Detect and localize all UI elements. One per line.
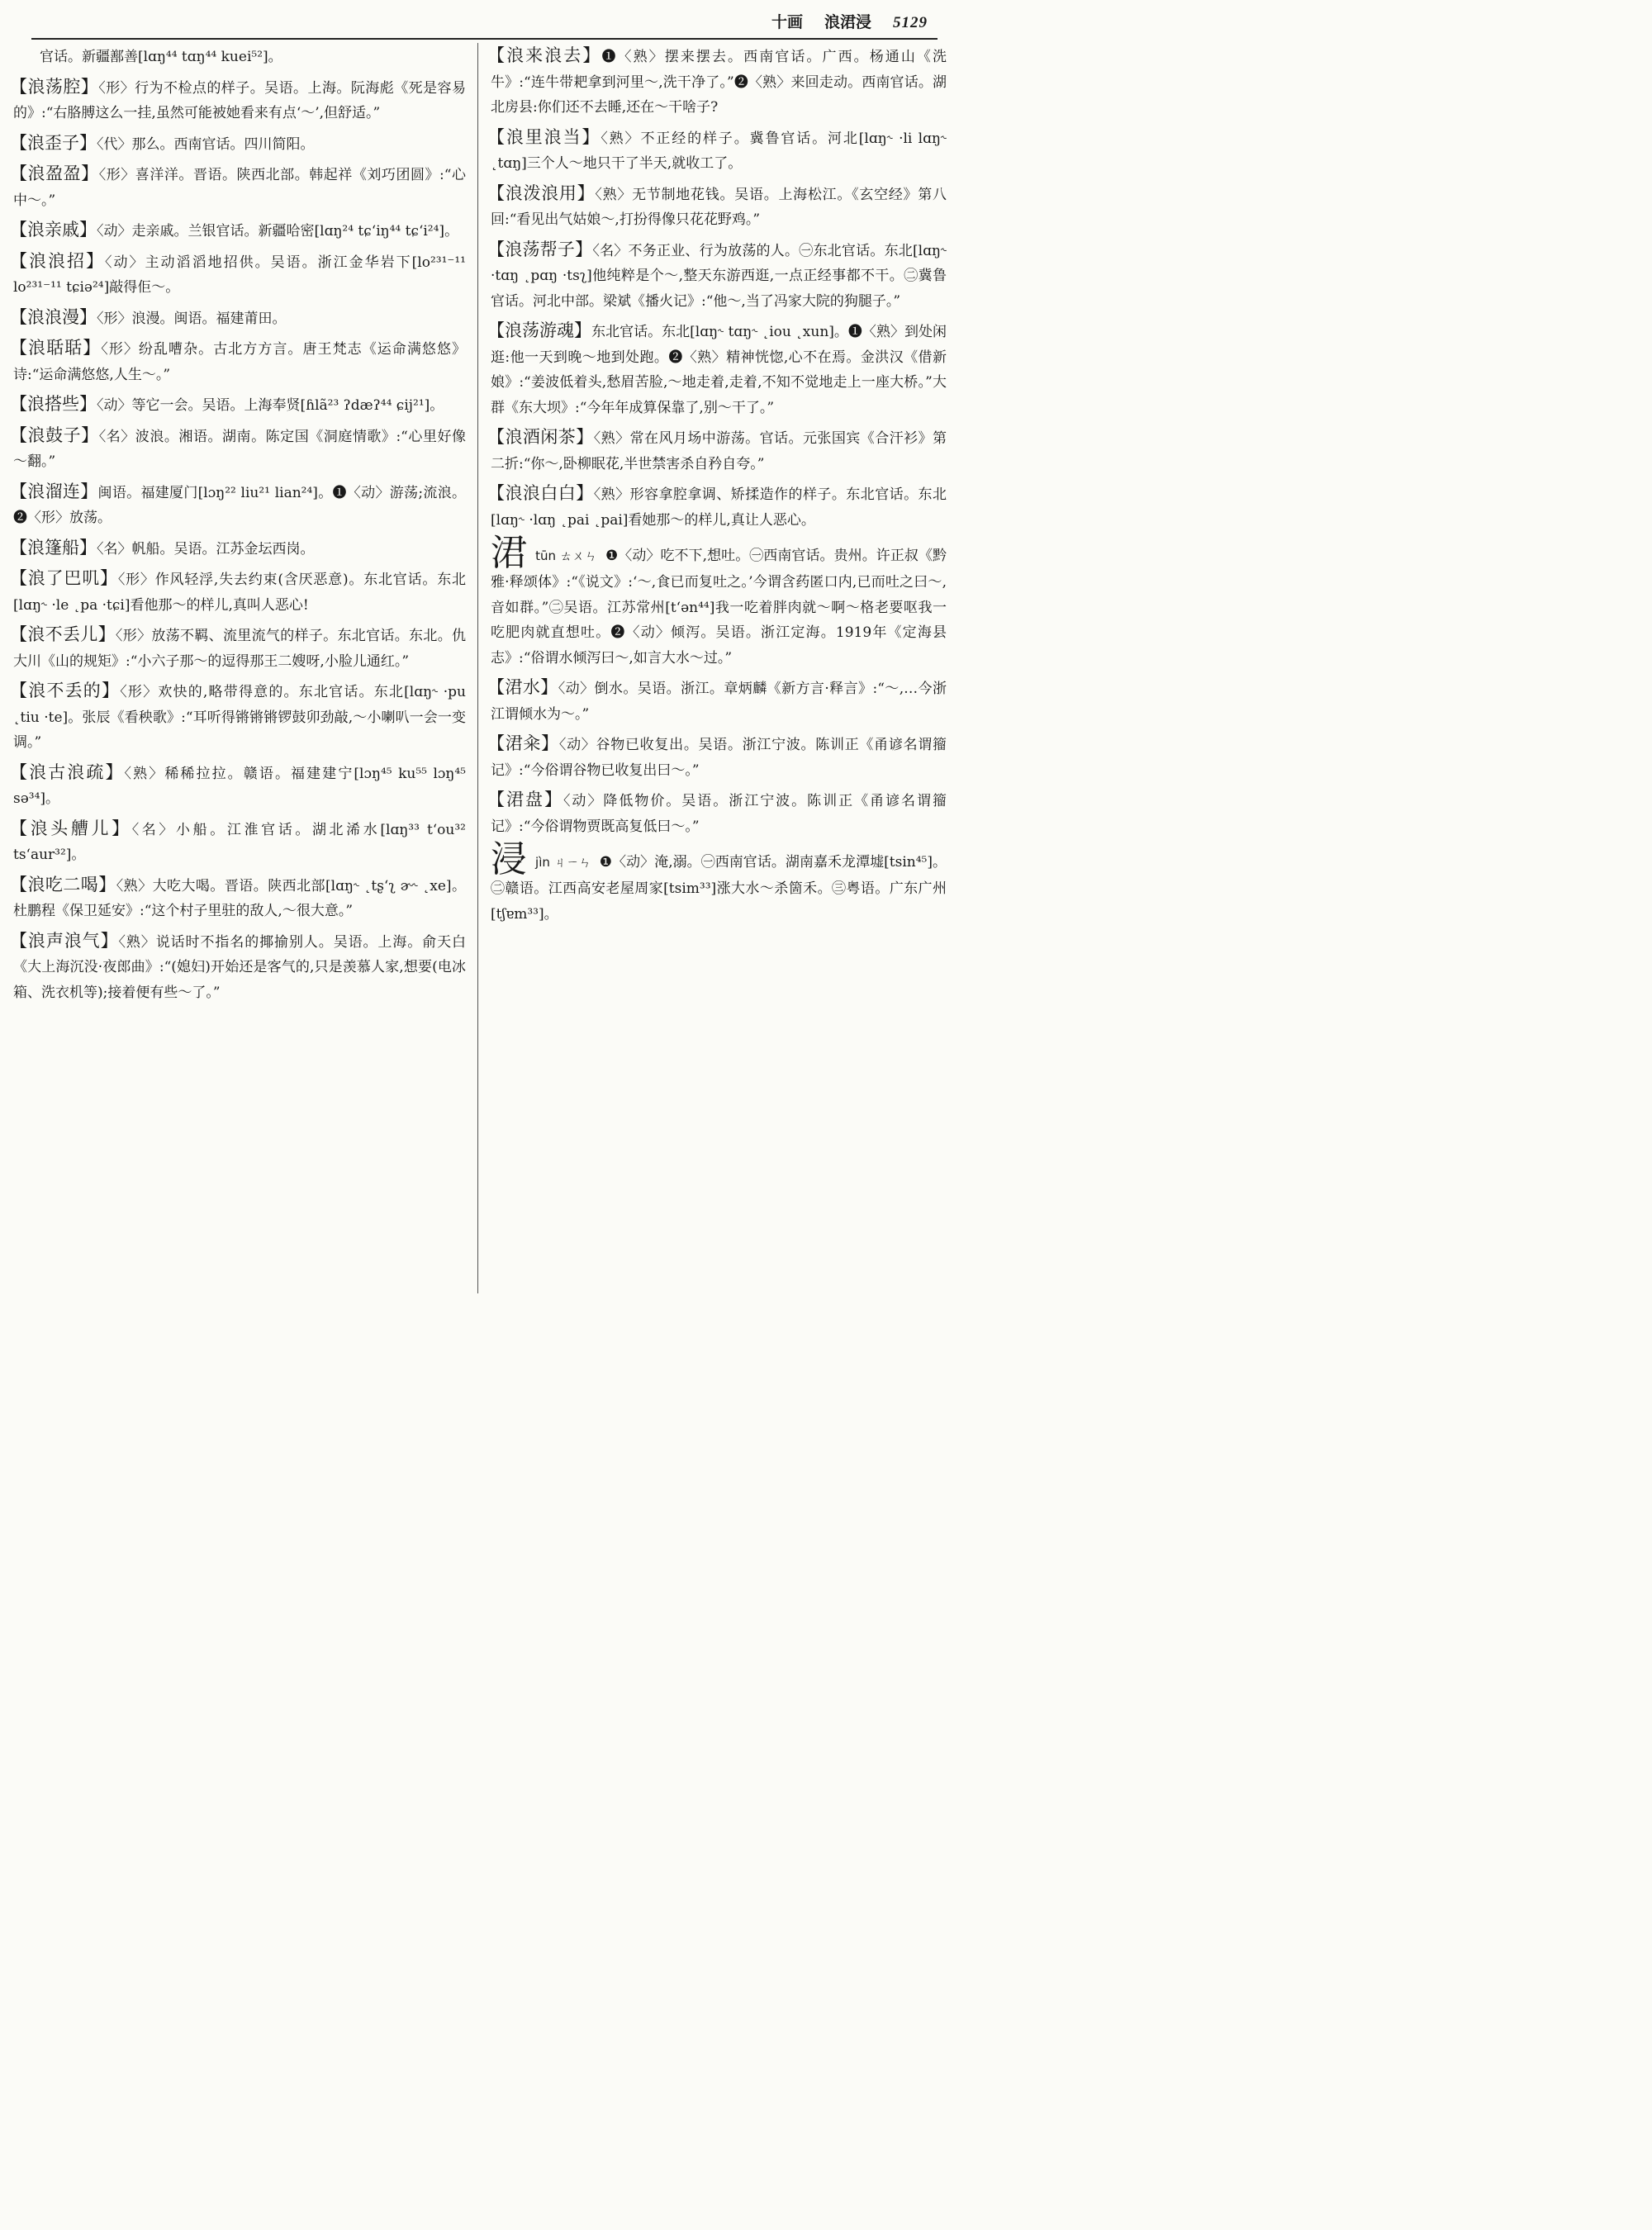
headword: 【浪鼓子】 xyxy=(10,425,99,445)
entry-text: 〈代〉那么。西南官话。四川简阳。 xyxy=(97,135,315,153)
entry xyxy=(10,760,466,812)
entry-text: 〈名〉帆船。吴语。江苏金坛西岗。 xyxy=(97,540,315,558)
entry xyxy=(10,391,466,419)
entry xyxy=(10,217,466,244)
headword: 【浪搭些】 xyxy=(10,394,97,414)
entry xyxy=(10,423,467,475)
right-column xyxy=(487,43,947,931)
headword: 【浪盈盈】 xyxy=(10,164,99,183)
head-character: 涒 xyxy=(491,532,528,574)
entry-text: 东北官话。东北[lɑŋ˞ tɑŋ˞ ˛iou ˛xun]。❶〈熟〉到处闲逛:他一天到晚～地到处跑。❷〈熟〉精神恍惚,心不在焉。金洪汉《借新娘》:“姜波低着头,愁眉苦脸,～地走着,走着,不知不觉地走上一座大桥。”大群《东大坝》:“今年年成算保靠了,别～干了。” xyxy=(491,324,947,416)
entry-text: 〈熟〉常在风月场中游荡。官话。元张国宾《合汗衫》第二折:“你～,卧柳眠花,半世禁害杀自矜自夸。” xyxy=(491,430,947,472)
entry-text: 〈名〉波浪。湘语。湖南。陈定国《洞庭情歌》:“心里好像～翻。” xyxy=(13,428,467,470)
entry xyxy=(10,74,466,126)
entry-text: 〈形〉作风轻浮,失去约束(含厌恶意)。东北官话。东北[lɑŋ˞ ·le ˛pa ·tɕi]看他那～的样儿,真叫人恶心! xyxy=(13,572,467,614)
headword: 【浪浪漫】 xyxy=(10,306,97,327)
entry-text: ❶〈动〉淹,溺。㊀西南官话。湖南嘉禾龙潭墟[tsin⁴⁵]。㊁赣语。江西高安老屋周家[tsim³³]涨大水～杀箇禾。㊂粤语。广东广州[tʃɐm³³]。 xyxy=(491,854,947,923)
dictionary-page xyxy=(0,0,961,1300)
pronunciation: tūn ㄊㄨㄣ xyxy=(535,548,597,563)
headword: 【浪不丢的】 xyxy=(10,681,121,700)
entry-text: 〈动〉谷物已收复出。吴语。浙江宁波。陈训正《甬谚名谓籀记》:“今俗谓谷物已收复出曰～。” xyxy=(491,737,947,779)
entry xyxy=(487,237,947,315)
entry xyxy=(10,678,466,756)
entry xyxy=(10,535,466,562)
headword: 【浪浪招】 xyxy=(10,250,106,271)
page-header xyxy=(771,10,928,32)
entry xyxy=(10,479,466,531)
entry xyxy=(10,622,467,674)
entry-text: 〈动〉走亲戚。兰银官话。新疆哈密[lɑŋ²⁴ tɕʻiŋ⁴⁴ tɕʻi²⁴]。 xyxy=(97,223,459,240)
entry-text: 〈名〉不务正业、行为放荡的人。㊀东北官话。东北[lɑŋ˞ ·tɑŋ ˛pɑŋ ·tsʅ]他纯粹是个～,整天东游西逛,一点正经事都不干。㊁冀鲁官话。河北中部。梁斌《播火记》:“他～,当了冯家大院的狗腿子。” xyxy=(491,242,947,310)
entry-text: 〈熟〉稀稀拉拉。赣语。福建建宁[lɔŋ⁴⁵ ku⁵⁵ lɔŋ⁴⁵ sə³⁴]。 xyxy=(13,765,466,807)
headword: 【浪古浪疏】 xyxy=(10,762,125,782)
headword: 【浪聒聒】 xyxy=(10,338,102,358)
entry-text: 〈形〉浪漫。闽语。福建莆田。 xyxy=(97,310,287,327)
headword: 【浪酒闲茶】 xyxy=(487,427,594,447)
entry-text: 〈形〉放荡不羁、流里流气的样子。东北官话。东北。仇大川《山的规矩》:“小六子那～的逗得那王二嫂呀,小脸儿通红。” xyxy=(13,628,467,670)
page-number: 5129 xyxy=(893,14,928,31)
entry xyxy=(487,43,947,121)
entry xyxy=(10,816,466,868)
header-chars: 浪涒浸 xyxy=(824,13,871,31)
headword: 【浪歪子】 xyxy=(10,132,97,153)
entry xyxy=(487,125,947,177)
headword: 【浪头艚儿】 xyxy=(10,818,132,838)
entry xyxy=(10,872,466,924)
entry-text: 〈形〉行为不检点的样子。吴语。上海。阮海彪《死是容易的》:“右胳膊这么一挂,虽然可能被她看来有点‘～’,但舒适。” xyxy=(13,79,466,121)
headword: 【浪溜连】 xyxy=(10,481,98,501)
entry-text: 〈熟〉说话时不指名的揶揄别人。吴语。上海。俞天白《大上海沉没·夜郎曲》:“(媳妇)开始还是客气的,只是羡慕人家,想要(电冰箱、洗衣机等);接着便有些～了。” xyxy=(13,933,467,1001)
headword: 【浪里浪当】 xyxy=(487,126,601,147)
entry-text: 闽语。福建厦门[lɔŋ²² liu²¹ lian²⁴]。❶〈动〉游荡;流浪。❷〈形〉放荡。 xyxy=(13,484,466,526)
entry xyxy=(487,425,947,477)
headword: 【浪了巴叽】 xyxy=(10,568,118,588)
headword: 【浪荡游魂】 xyxy=(487,320,592,340)
headword: 【涒籴】 xyxy=(487,733,559,753)
headword: 【浪声浪气】 xyxy=(10,930,119,951)
headword: 【浪亲戚】 xyxy=(10,220,97,240)
entry-text: ❶〈动〉吃不下,想吐。㊀西南官话。贵州。许正叔《黔雅·释颂体》:“《说文》:‘～,食已而复吐之。’今谓含药匿口内,已而吐之曰～,音如群。”㊁吴语。江苏常州[tʻən⁴⁴]我一吃着胖肉就～啊～格老要呕我一吃肥肉就直想吐。❷〈动〉倾泻。吴语。浙江定海。1919年《定海县志》:“俗谓水倾泻曰～,如言大水～过。” xyxy=(491,548,947,667)
headword: 【浪吃二喝】 xyxy=(10,874,116,894)
headword: 【浪荡腔】 xyxy=(10,76,99,97)
headword: 【浪篷船】 xyxy=(10,537,97,558)
entry xyxy=(10,335,467,387)
headword: 【浪不丢儿】 xyxy=(10,624,116,644)
entry xyxy=(10,161,467,213)
header-rule xyxy=(31,38,938,40)
entry xyxy=(10,566,467,618)
entry xyxy=(487,318,947,420)
entry-text: 〈动〉降低物价。吴语。浙江宁波。陈训正《甬谚名谓籀记》:“今俗谓物贾既高复低曰～。” xyxy=(491,793,947,835)
headword: 【涒水】 xyxy=(487,677,558,697)
entry-text: 〈熟〉大吃大喝。晋语。陕西北部[lɑŋ˞ ˛tʂʻʅ ɚ˞ ˛xe]。杜鹏程《保卫延安》:“这个村子里驻的敌人,～很大意。” xyxy=(13,877,466,919)
entry-text: 〈动〉倒水。吴语。浙江。章炳麟《新方言·释言》:“～,…今浙江谓倾水为～。” xyxy=(491,681,947,723)
entry xyxy=(487,787,947,839)
entry xyxy=(10,305,466,332)
entry-text: 〈动〉主动滔滔地招供。吴语。浙江金华岩下[lo²³¹⁻¹¹ lo²³¹⁻¹¹ tɕiə²⁴]敲得佢～。 xyxy=(13,254,466,296)
left-column xyxy=(10,43,467,1009)
entry-text: ❶〈熟〉摆来摆去。西南官话。广西。杨通山《洗牛》:“连牛带耙拿到河里～,洗干净了。”❷〈熟〉来回走动。西南官话。湖北房县:你们还不去睡,还在～干啥子? xyxy=(491,49,947,116)
entry xyxy=(10,130,466,158)
headword: 【浪荡帮子】 xyxy=(487,239,593,259)
headword: 【浪泼浪用】 xyxy=(487,183,596,203)
entry-text: 〈熟〉无节制地花钱。吴语。上海松江。《玄空经》第八回:“看见出气姑娘～,打扮得像只花花野鸡。” xyxy=(491,186,947,228)
entry xyxy=(13,43,466,70)
character-entry xyxy=(491,532,947,671)
entry xyxy=(487,181,947,233)
head-character: 浸 xyxy=(491,838,528,880)
headword: 【浪来浪去】 xyxy=(487,45,602,65)
entry-text: 〈名〉小船。江淮官话。湖北浠水[lɑŋ³³ tʻou³² tsʻaur³²]。 xyxy=(13,821,466,863)
entry-text: 〈形〉欢快的,略带得意的。东北官话。东北[lɑŋ˞ ·pu ˛tiu ·te]。张辰《看秧歌》:“耳听得锵锵锵锣鼓卯劲敲,～小喇叭一会一变调。” xyxy=(13,684,466,751)
entry-text: 官话。新疆鄯善[lɑŋ⁴⁴ tɑŋ⁴⁴ kuei⁵²]。 xyxy=(40,49,282,65)
entry xyxy=(10,249,466,301)
column-divider xyxy=(477,43,478,1293)
headword: 【涒盘】 xyxy=(487,790,563,809)
entry-text: 〈熟〉不正经的样子。冀鲁官话。河北[lɑŋ˞ ·li lɑŋ˞ ˛tɑŋ]三个人～地只干了半天,就收工了。 xyxy=(491,130,947,172)
entry-text: 〈形〉喜洋洋。晋语。陕西北部。韩起祥《刘巧团圆》:“心中～。” xyxy=(13,167,467,209)
character-entry xyxy=(491,838,947,927)
entry-text: 〈动〉等它一会。吴语。上海奉贤[ɦlã²³ ʔdæʔ⁴⁴ ɕij²¹]。 xyxy=(97,397,444,414)
entry xyxy=(487,481,947,533)
entry xyxy=(10,928,467,1006)
header-section: 十画 xyxy=(771,13,803,31)
entry-text: 〈形〉纷乱嘈杂。古北方方言。唐王梵志《运命满悠悠》诗:“运命满悠悠,人生～。” xyxy=(13,341,467,383)
entry xyxy=(487,731,947,783)
pronunciation: jìn ㄐㄧㄣ xyxy=(535,855,591,870)
entry-text: 〈熟〉形容拿腔拿调、矫揉造作的样子。东北官话。东北[lɑŋ˞ ·lɑŋ ˛pai ˛pai]看她那～的样儿,真让人恶心。 xyxy=(491,486,947,529)
headword: 【浪浪白白】 xyxy=(487,483,594,503)
entry xyxy=(487,675,947,727)
